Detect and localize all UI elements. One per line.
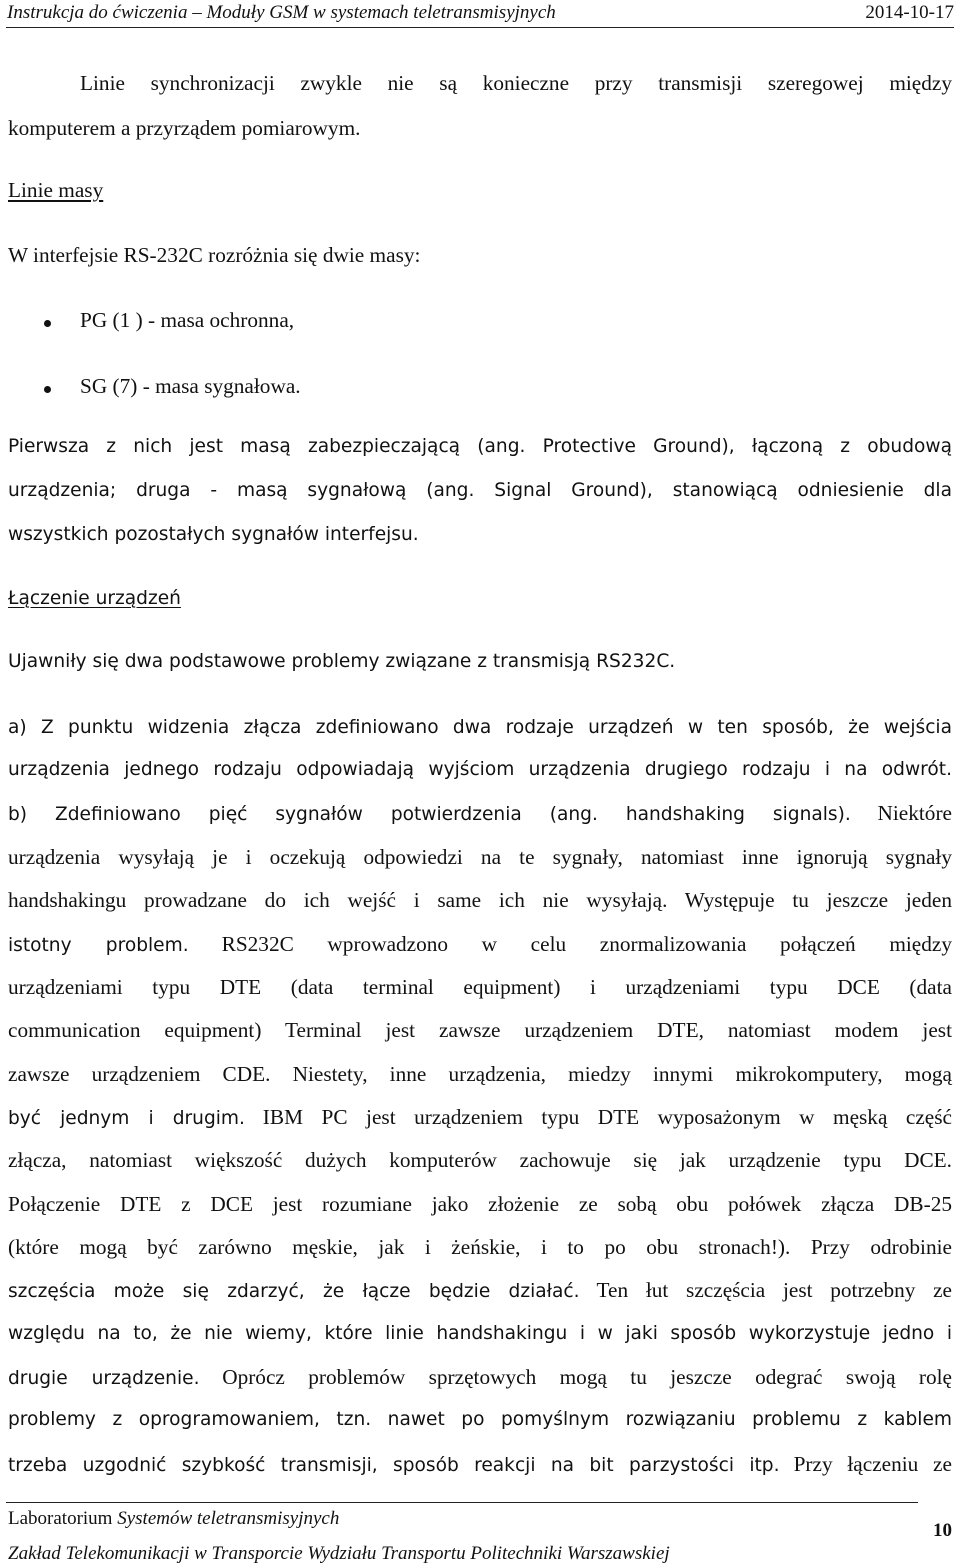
footer-lab-prefix: Laboratorium <box>8 1508 113 1529</box>
text-run: być jednym i drugim. <box>8 1108 245 1129</box>
bullet-icon <box>44 386 51 393</box>
page-number: 10 <box>933 1520 952 1541</box>
text-run: Niektóre <box>877 801 952 825</box>
list-item: SG (7) - masa sygnałowa. <box>80 374 301 398</box>
text-run: Przy łączeniu ze <box>793 1452 952 1476</box>
text-run: drugie urządzenie. <box>8 1368 200 1389</box>
text-run: b) Zdefiniowano pięć sygnałów potwierdzenia (ang. handshaking signals). <box>8 804 851 825</box>
paragraph-line <box>8 1275 952 1307</box>
paragraph-line: problemy z oprogramowaniem, tzn. nawet po pomyślnym rozwiązaniu problemu z kablem <box>8 1409 952 1430</box>
footer-lab-italic: Systemów teletransmisyjnych <box>117 1508 340 1529</box>
text-run: RS232C wprowadzono w celu znormalizowania połączeń między <box>221 932 953 956</box>
paragraph-line <box>8 798 952 830</box>
paragraph-line: urządzenia wysyłają je i oczekują odpowiedzi na te sygnały, natomiast inne ignorują sygnały <box>8 845 952 869</box>
paragraph-line: urządzeniami typu DTE (data terminal equipment) i urządzeniami typu DCE (data <box>8 975 952 999</box>
paragraph-line: W interfejsie RS-232C rozróżnia się dwie masy: <box>8 243 421 267</box>
bullet-icon <box>44 320 51 327</box>
footer-institution: Zakład Telekomunikacji w Transporcie Wydziału Transportu Politechniki Warszawskiej <box>8 1543 670 1564</box>
header-date: 2014-10-17 <box>865 2 954 23</box>
text-run: istotny problem. <box>8 935 189 956</box>
paragraph-line: wszystkich pozostałych sygnałów interfejsu. <box>8 524 419 545</box>
paragraph-line: Ujawniły się dwa podstawowe problemy związane z transmisją RS232C. <box>8 651 676 672</box>
paragraph-line: Pierwsza z nich jest masą zabezpieczającą (ang. Protective Ground), łączoną z obudową <box>8 436 952 457</box>
text-run: trzeba uzgodnić szybkość transmisji, sposób reakcji na bit parzystości itp. <box>8 1455 780 1476</box>
footer-divider <box>6 1502 918 1503</box>
paragraph-line <box>8 1362 952 1394</box>
section-heading: Linie masy <box>8 178 104 202</box>
paragraph-line: handshakingu prowadzane do ich wejść i same ich nie wysyłają. Występuje tu jeszcze jeden <box>8 888 952 912</box>
paragraph-line: komputerem a przyrządem pomiarowym. <box>8 116 361 140</box>
text-run: Oprócz problemów sprzętowych mogą tu jeszcze odegrać swoją rolę <box>222 1365 952 1389</box>
paragraph-line <box>8 1449 952 1481</box>
paragraph-line: złącza, natomiast większość dużych komputerów zachowuje się jak urządzenie typu DCE. <box>8 1148 952 1172</box>
paragraph-line: communication equipment) Terminal jest zawsze urządzeniem DTE, natomiast modem jest <box>8 1018 952 1042</box>
paragraph-line: względu na to, że nie wiemy, które linie handshakingu i w jaki sposób wykorzystuje jedno i <box>8 1323 952 1344</box>
paragraph-line: Linie synchronizacji zwykle nie są konieczne przy transmisji szeregowej między <box>80 71 952 95</box>
paragraph-line: urządzenia jednego rodzaju odpowiadają wyjściom urządzenia drugiego rodzaju i na odwrót. <box>8 759 952 780</box>
paragraph-line: urządzenia; druga - masą sygnałową (ang. Signal Ground), stanowiącą odniesienie dla <box>8 480 952 501</box>
section-heading: Łączenie urządzeń <box>8 588 181 609</box>
paragraph-line: zawsze urządzeniem CDE. Niestety, inne urządzenia, miedzy innymi mikrokomputery, mogą <box>8 1062 952 1086</box>
header-title: Instrukcja do ćwiczenia – Moduły GSM w systemach teletransmisyjnych <box>7 2 556 23</box>
footer-lab <box>8 1505 339 1533</box>
text-run: IBM PC jest urządzeniem typu DTE wyposażonym w męską część <box>262 1105 952 1129</box>
page-header <box>0 0 960 30</box>
text-run: szczęścia może się zdarzyć, że łącze będzie działać. <box>8 1281 580 1302</box>
paragraph-line: (które mogą być zarówno męskie, jak i żeńskie, i to po obu stronach!). Przy odrobinie <box>8 1235 952 1259</box>
header-divider <box>6 27 954 28</box>
text-run: Ten łut szczęścia jest potrzebny ze <box>596 1278 952 1302</box>
list-item: PG (1 ) - masa ochronna, <box>80 308 295 332</box>
paragraph-line: Połączenie DTE z DCE jest rozumiane jako złożenie ze sobą obu połówek złącza DB-25 <box>8 1192 952 1216</box>
paragraph-line <box>8 1102 952 1134</box>
paragraph-line <box>8 929 952 961</box>
paragraph-line: a) Z punktu widzenia złącza zdefiniowano dwa rodzaje urządzeń w ten sposób, że wejścia <box>8 717 952 738</box>
